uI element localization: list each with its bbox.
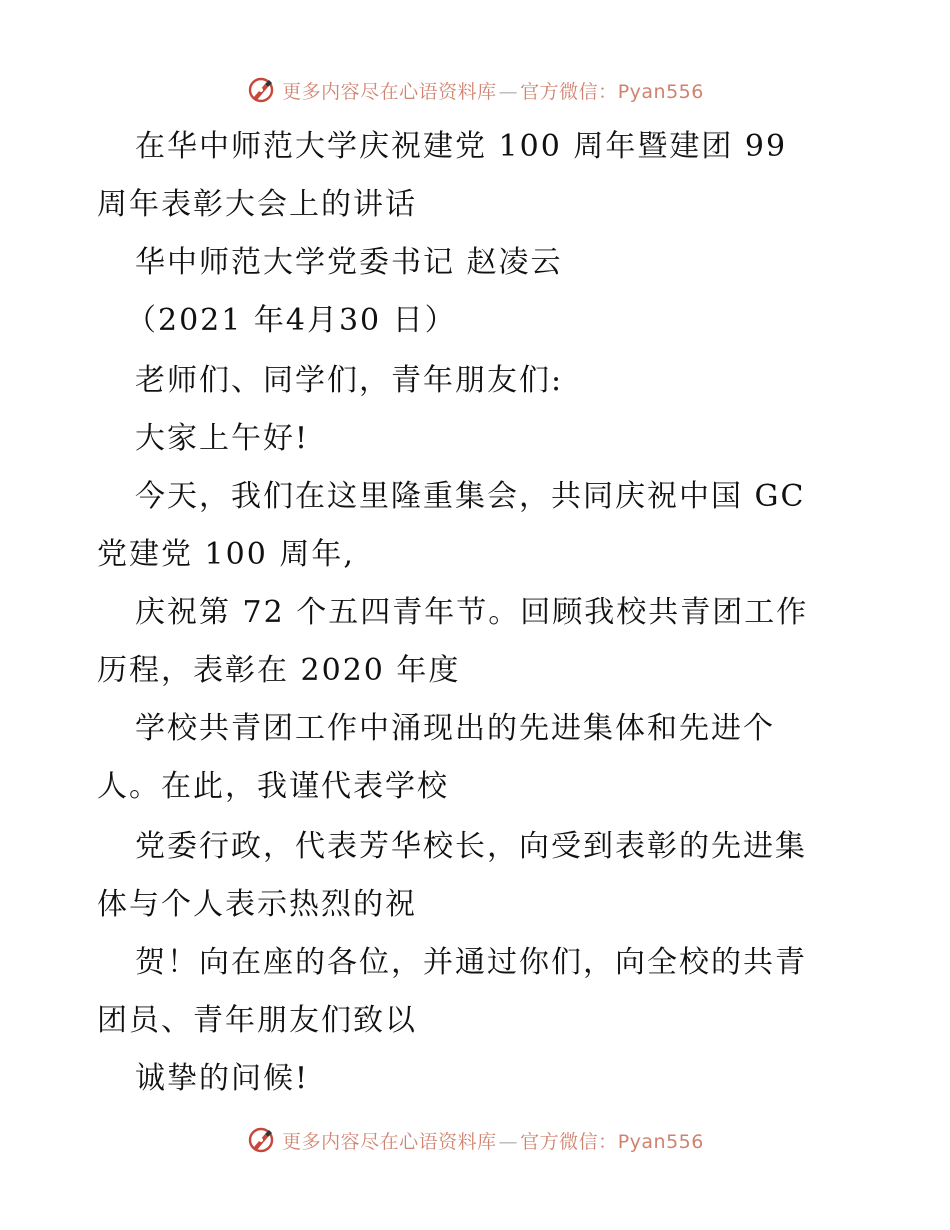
watermark-dash: — [498, 80, 519, 103]
pen-logo-icon [246, 1125, 276, 1155]
watermark-brand: 更多内容尽在心语资料库 [282, 1130, 497, 1153]
watermark-dash: — [498, 1130, 519, 1153]
paragraph-line-7: 党委行政，代表芳华校长，向受到表彰的先进集 [135, 829, 807, 864]
paragraph-line-10: 团员、青年朋友们致以 [97, 1003, 417, 1038]
salutation-line: 老师们、同学们，青年朋友们: [135, 363, 564, 398]
paragraph-line-1: 今天，我们在这里隆重集会，共同庆祝中国 GC [135, 479, 806, 514]
paragraph-line-5: 学校共青团工作中涌现出的先进集体和先进个 [135, 711, 775, 746]
paragraph-line-4: 历程，表彰在 2020 年度 [97, 653, 461, 688]
watermark-label: 官方微信： [520, 80, 618, 103]
watermark-label: 官方微信： [520, 1130, 618, 1153]
date-line: （2021 年4月30 日） [126, 303, 457, 338]
watermark-text [282, 77, 704, 104]
watermark-brand: 更多内容尽在心语资料库 [282, 80, 497, 103]
pen-logo-icon [246, 75, 276, 105]
paragraph-line-6: 人。在此，我谨代表学校 [97, 769, 449, 804]
title-line-1: 在华中师范大学庆祝建党 100 周年暨建团 99 [135, 129, 788, 164]
paragraph-line-9: 贺！向在座的各位，并通过你们，向全校的共青 [135, 945, 807, 980]
header-watermark [0, 70, 950, 110]
watermark-id: Pyan556 [617, 80, 704, 103]
watermark-id: Pyan556 [617, 1130, 704, 1153]
title-line-2: 周年表彰大会上的讲话 [97, 187, 417, 222]
paragraph-line-11: 诚挚的问候! [135, 1061, 310, 1096]
paragraph-line-2: 党建党 100 周年, [97, 537, 355, 572]
watermark-text [282, 1127, 704, 1154]
paragraph-line-3: 庆祝第 72 个五四青年节。回顾我校共青团工作 [135, 595, 809, 630]
footer-watermark [0, 1120, 950, 1160]
greeting-line: 大家上午好! [135, 421, 310, 456]
speaker-line: 华中师范大学党委书记 赵凌云 [135, 245, 563, 280]
paragraph-line-8: 体与个人表示热烈的祝 [97, 887, 417, 922]
